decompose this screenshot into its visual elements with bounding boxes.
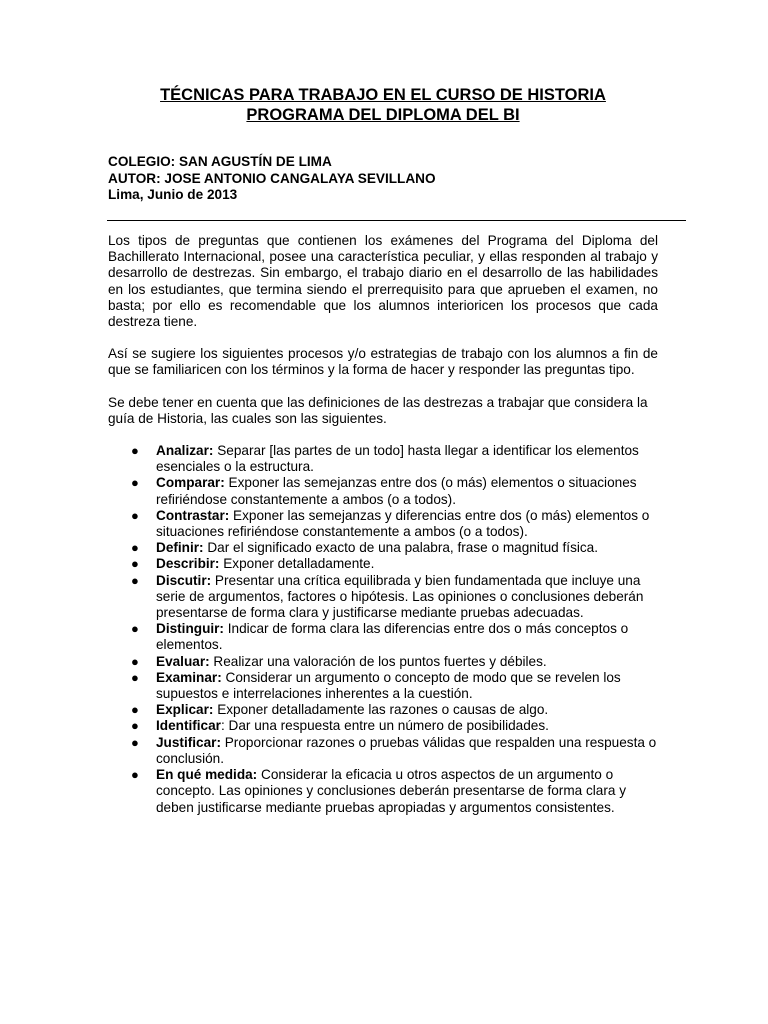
bullet-icon: ● — [131, 572, 139, 588]
bullet-icon: ● — [131, 540, 139, 556]
bullet-icon: ● — [131, 767, 139, 783]
bullet-icon: ● — [131, 621, 139, 637]
list-item — [108, 767, 658, 816]
list-item — [108, 702, 658, 718]
definition-text: Indicar de forma clara las diferencias entre dos o más conceptos o elementos. — [156, 621, 629, 653]
school-line: COLEGIO: SAN AGUSTÍN DE LIMA — [108, 154, 332, 169]
definition-term: En qué medida: — [156, 767, 258, 783]
definition-term: Analizar: — [156, 443, 214, 459]
list-item — [108, 475, 658, 507]
definition-text: Presentar una crítica equilibrada y bien fundamentada que incluye una serie de argumentos, factores o hipótesis. Las opiniones o conclusiones deberán presentarse de forma clara y justificarse mediante pruebas adecuadas. — [156, 572, 644, 621]
definition-text: Exponer detalladamente las razones o causas de algo. — [213, 702, 549, 718]
list-item — [108, 573, 658, 622]
definition-text: Exponer las semejanzas entre dos (o más) elementos o situaciones refiriéndose constantemente a ambos (o a todos). — [156, 475, 637, 507]
bullet-icon: ● — [131, 653, 139, 669]
definition-term: Explicar: — [156, 702, 214, 718]
title-line-2: PROGRAMA DEL DIPLOMA DEL BI — [246, 106, 520, 124]
bullet-icon: ● — [131, 507, 139, 523]
definition-term: Distinguir: — [156, 621, 224, 637]
definitions-list — [108, 443, 658, 816]
definition-term: Describir: — [156, 556, 220, 572]
definition-term: Discutir: — [156, 572, 212, 588]
document-body — [108, 233, 658, 816]
bullet-icon: ● — [131, 734, 139, 750]
paragraph-definitions-intro: Se debe tener en cuenta que las definiciones de las destrezas a trabajar que considera la guía de Historia, las cuales son las siguientes. — [108, 394, 648, 426]
definition-text: : Dar una respuesta entre un número de posibilidades. — [220, 718, 549, 734]
paragraph-strategies: Así se sugiere los siguientes procesos y/o estrategias de trabajo con los alumnos a fin de que se familiaricen con los términos y la forma de hacer y responder las preguntas tipo. — [108, 346, 658, 378]
definition-term: Examinar: — [156, 669, 222, 685]
paragraph-intro: Los tipos de preguntas que contienen los exámenes del Programa del Diploma del Bachillerato Internacional, posee una característica peculiar, y ellas responden al trabajo y desarrollo de destrezas. Sin embargo, el trabajo diario en el desarrollo de las habilidades en los estudiantes, que termina siendo el prerrequisito para que aprueben el examen, no basta; por ello es recomendable que los alumnos interioricen los procesos que cada destreza tiene. — [108, 233, 658, 330]
list-item — [108, 443, 658, 475]
definition-term: Comparar: — [156, 475, 225, 491]
list-item — [108, 508, 658, 540]
definition-text: Separar [las partes de un todo] hasta llegar a identificar los elementos esenciales o la estructura. — [156, 443, 639, 475]
list-item — [108, 670, 658, 702]
definition-text: Realizar una valoración de los puntos fuertes y débiles. — [209, 653, 547, 669]
list-item — [108, 718, 658, 734]
bullet-icon: ● — [131, 669, 139, 685]
bullet-icon: ● — [131, 475, 139, 491]
definition-text: Exponer detalladamente. — [219, 556, 375, 572]
list-item — [108, 735, 658, 767]
definition-text: Considerar la eficacia u otros aspectos de un argumento o concepto. Las opiniones y conclusiones deberán presentarse de forma clara y deben justificarse mediante pruebas apropiadas y argumentos consistentes. — [156, 767, 627, 815]
definition-term: Identificar — [156, 718, 221, 734]
title-line-1: TÉCNICAS PARA TRABAJO EN EL CURSO DE HISTORIA — [160, 86, 606, 104]
definition-term: Definir: — [156, 540, 204, 556]
date-line: Lima, Junio de 2013 — [108, 187, 238, 202]
definition-text: Dar el significado exacto de una palabra, frase o magnitud física. — [203, 540, 599, 556]
list-item — [108, 654, 658, 670]
author-line: AUTOR: JOSE ANTONIO CANGALAYA SEVILLANO — [108, 170, 436, 186]
list-item — [108, 540, 658, 556]
definition-text: Proporcionar razones o pruebas válidas que respalden una respuesta o conclusión. — [156, 734, 657, 766]
bullet-icon: ● — [131, 443, 139, 459]
definition-text: Considerar un argumento o concepto de modo que se revelen los supuestos e interrelaciones inherentes a la cuestión. — [156, 669, 621, 702]
list-item — [108, 621, 658, 653]
list-item — [108, 556, 658, 572]
definition-term: Justificar: — [156, 734, 221, 750]
document-title — [108, 85, 658, 125]
bullet-icon: ● — [131, 718, 139, 734]
document-meta — [108, 154, 436, 204]
bullet-icon: ● — [131, 702, 139, 718]
definition-term: Contrastar: — [156, 507, 230, 523]
horizontal-rule — [107, 220, 686, 221]
definition-text: Exponer las semejanzas y diferencias entre dos (o más) elementos o situaciones refiriéndose constantemente a ambos (o a todos). — [156, 507, 650, 540]
bullet-icon: ● — [131, 556, 139, 572]
definition-term: Evaluar: — [156, 653, 210, 669]
